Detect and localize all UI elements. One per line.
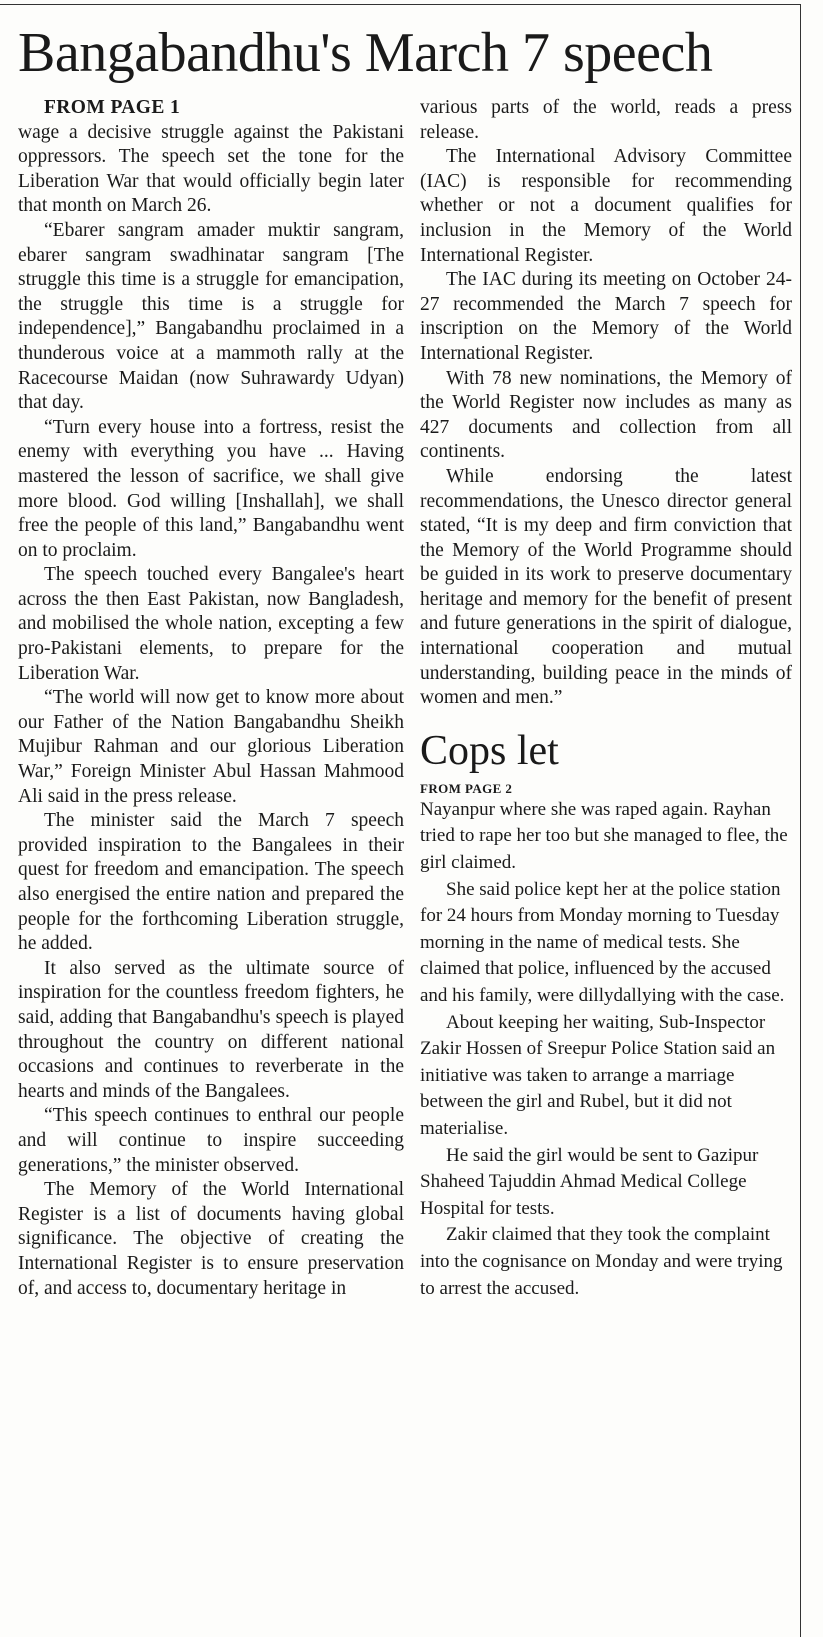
kicker-from-page-1: FROM PAGE 1 <box>44 97 181 118</box>
kicker-from-page-2: FROM PAGE 2 <box>420 780 513 796</box>
paragraph: It also served as the ultimate source of inspiration for the countless freedom fighters, he said, adding that Bangabandhu's speech is played throughout the country on different national occasions and continues to reverberate in the hearts and minds of the Bangalees. <box>18 957 404 1102</box>
paragraph: She said police kept her at the police station for 24 hours from Monday morning to Tuesday morning in the name of medical tests. She claimed that police, influenced by the accused and his family, were dillydallying with the case. <box>420 878 785 1006</box>
paragraph: “Turn every house into a fortress, resist the enemy with everything you have ... Having mastered the lesson of sacrifice, we shall give more blood. God willing [Inshallah], we shall free the people of this land,” Bangabandhu went on to proclaim. <box>18 416 404 561</box>
paragraph: The IAC during its meeting on October 24-27 recommended the March 7 speech for inscription on the Memory of the World International Register. <box>420 269 792 364</box>
paragraph: The International Advisory Committee (IAC) is responsible for recommending whether or not a document qualifies for inclusion in the Memory of the World International Register. <box>420 146 792 266</box>
right-rule <box>800 4 801 1637</box>
paragraph: While endorsing the latest recommendations, the Unesco director general stated, “It is my deep and firm conviction that the Memory of the World Programme should be guided in its work to preserve documentary heritage and memory for the benefit of present and future generations in the spirit of dialogue, international cooperation and mutual understanding, building peace in the minds of women and men.” <box>420 465 792 709</box>
paragraph: With 78 new nominations, the Memory of the World Register now includes as many as 427 documents and collection from all continents. <box>420 367 792 463</box>
top-rule <box>0 4 800 5</box>
article2-body <box>420 797 792 1302</box>
right-column <box>420 96 792 1302</box>
paragraph: He said the girl would be sent to Gazipur Shaheed Tajuddin Ahmad Medical College Hospital for tests. <box>420 1144 759 1219</box>
paragraph: The Memory of the World International Register is a list of documents having global significance. The objective of creating the International Register is to ensure preservation of, and access to, documentary heritage in <box>18 1179 404 1299</box>
paragraph: wage a decisive struggle against the Pakistani oppressors. The speech set the tone for the Liberation War that would officially begin later that month on March 26. <box>18 121 404 217</box>
left-column <box>18 96 404 1301</box>
paragraph: “This speech continues to enthral our people and will continue to inspire succeeding generations,” the minister observed. <box>18 1105 404 1176</box>
paragraph: The speech touched every Bangalee's heart across the then East Pakistan, now Bangladesh, and mobilised the whole nation, excepting a few pro-Pakistani elements, to prepare for the Liberation War. <box>18 564 404 684</box>
paragraph: Nayanpur where she was raped again. Rayhan tried to rape her too but she managed to flee, the girl claimed. <box>420 798 788 874</box>
paragraph: “The world will now get to know more about our Father of the Nation Bangabandhu Sheikh Mujibur Rahman and our glorious Liberation War,” Foreign Minister Abul Hassan Mahmood Ali said in the press release. <box>18 687 404 807</box>
subhead-cops-let: Cops let <box>420 727 559 774</box>
paragraph: various parts of the world, reads a press release. <box>420 97 792 143</box>
paragraph: Zakir claimed that they took the complaint into the cognisance on Monday and were trying to arrest the accused. <box>420 1224 783 1299</box>
paragraph: The minister said the March 7 speech provided inspiration to the Bangalees in their quest for freedom and emancipation. The speech also energised the entire nation and prepared the people for the forthcoming Liberation struggle, he added. <box>18 810 404 955</box>
article1-continuation <box>420 96 792 711</box>
paragraph: About keeping her waiting, Sub-Inspector Zakir Hossen of Sreepur Police Station said an initiative was taken to arrange a marriage between the girl and Rubel, but it did not materialise. <box>420 1011 776 1139</box>
headline: Bangabandhu's March 7 speech <box>18 22 713 84</box>
paragraph: “Ebarer sangram amader muktir sangram, ebarer sangram swadhinatar sangram [The struggle this time is a struggle for emancipation, the struggle this time is a struggle for independence],” Bangabandhu proclaimed in a thunderous voice at a mammoth rally at the Racecourse Maidan (now Suhrawardy Udyan) that day. <box>18 219 404 414</box>
